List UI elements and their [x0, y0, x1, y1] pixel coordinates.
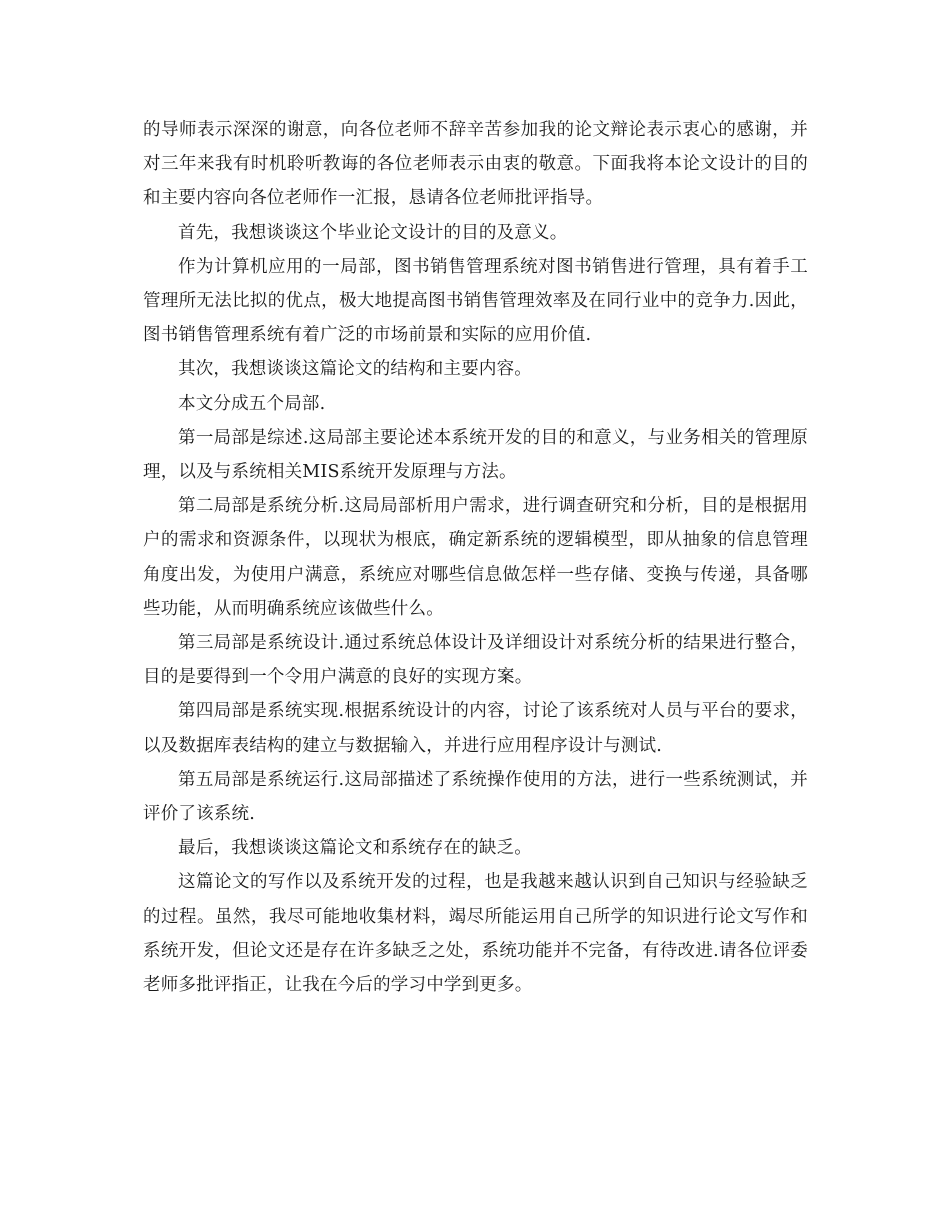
paragraph-shortcomings-detail: 这篇论文的写作以及系统开发的过程，也是我越来越认识到自己知识与经验缺乏的过程。虽然，我尽可能地收集材料，竭尽所能运用自己所学的知识进行论文写作和系统开发，但论文还是存在许多缺乏之处，系统功能并不完备，有待改进.请各位评委老师多批评指正，让我在今后的学习中学到更多。: [143, 872, 808, 996]
paragraph-part-one: 第一局部是综述.这局部主要论述本系统开发的目的和意义，与业务相关的管理原理，以及与系统相关MIS系统开发原理与方法。: [143, 427, 808, 483]
paragraph-part-five: 第五局部是系统运行.这局部描述了系统操作使用的方法，进行一些系统测试，并评价了该系统.: [143, 769, 808, 825]
document-body: [143, 113, 808, 1002]
paragraph-part-three: 第三局部是系统设计.通过系统总体设计及详细设计对系统分析的结果进行整合，目的是要得到一个令用户满意的良好的实现方案。: [143, 633, 808, 688]
paragraph-five-parts: 本文分成五个局部.: [178, 393, 326, 414]
paragraph-purpose-detail: 作为计算机应用的一局部，图书销售管理系统对图书销售进行管理，具有着手工管理所无法比拟的优点，极大地提高图书销售管理效率及在同行业中的竞争力.因此，图书销售管理系统有着广泛的市场前景和实际的应用价值.: [143, 256, 808, 346]
paragraph-continued-thanks: 的导师表示深深的谢意，向各位老师不辞辛苦参加我的论文辩论表示衷心的感谢，并对三年来我有时机聆听教诲的各位老师表示由衷的敬意。下面我将本论文设计的目的和主要内容向各位老师作一汇报，恳请各位老师批评指导。: [143, 120, 808, 209]
paragraph-purpose-intro: 首先，我想谈谈这个毕业论文设计的目的及意义。: [178, 222, 568, 243]
paragraph-structure-intro: 其次，我想谈谈这篇论文的结构和主要内容。: [178, 359, 532, 380]
paragraph-part-two: 第二局部是系统分析.这局局部析用户需求，进行调查研究和分析，目的是根据用户的需求和资源条件，以现状为根底，确定新系统的逻辑模型，即从抽象的信息管理角度出发，为使用户满意，系统应对哪些信息做怎样一些存储、变换与传递，具备哪些功能，从而明确系统应该做些什么。: [143, 496, 808, 619]
paragraph-shortcomings-intro: 最后，我想谈谈这篇论文和系统存在的缺乏。: [178, 838, 532, 859]
paragraph-part-four: 第四局部是系统实现.根据系统设计的内容，讨论了该系统对人员与平台的要求，以及数据库表结构的建立与数据输入，并进行应用程序设计与测试.: [143, 701, 808, 756]
